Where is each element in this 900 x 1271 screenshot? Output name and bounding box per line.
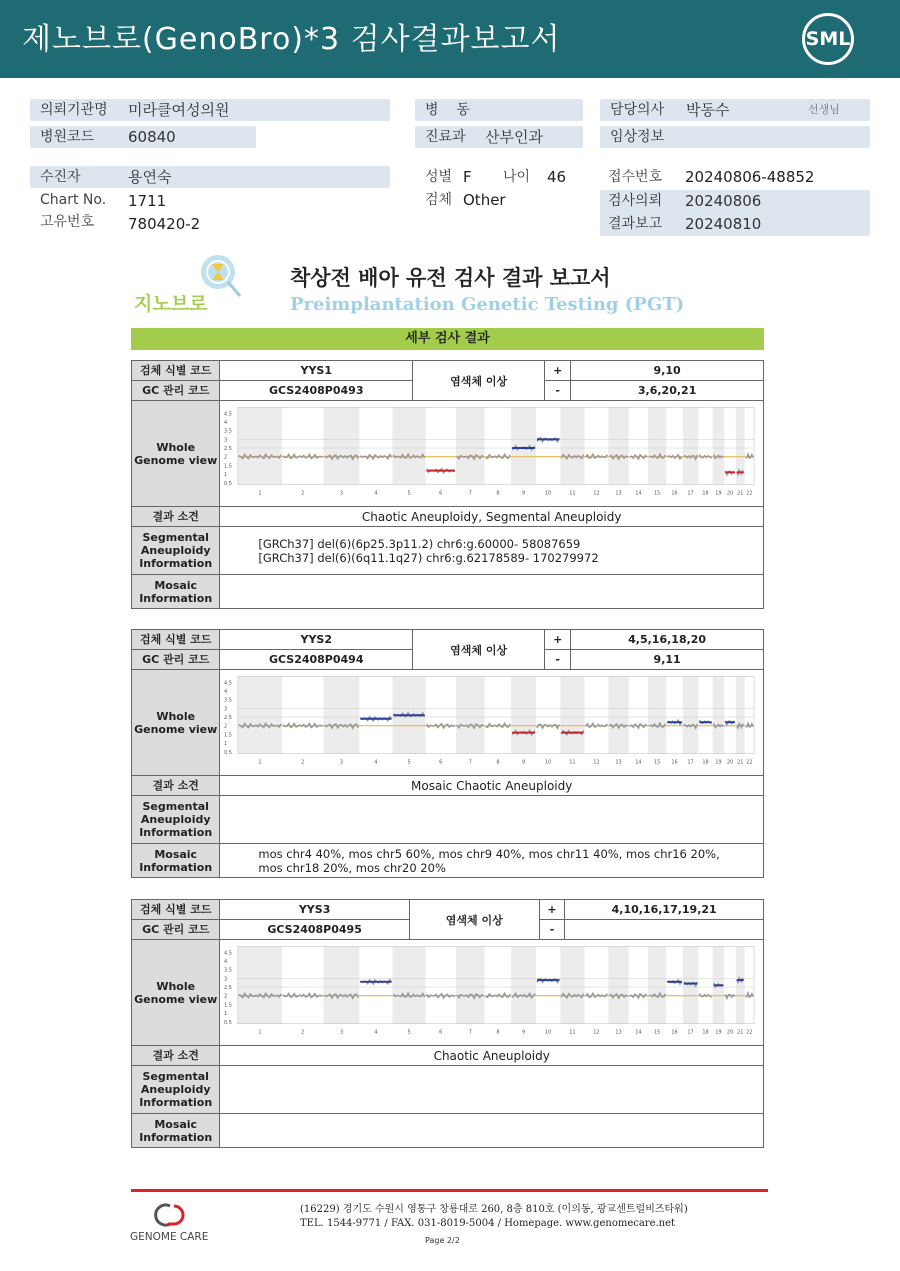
chr-band (648, 676, 666, 753)
x-tick-label: 1 (258, 490, 262, 497)
x-tick-label: 3 (339, 1029, 343, 1036)
copy-number-trace (283, 723, 322, 727)
x-tick-label: 11 (568, 759, 576, 766)
doctor-suffix: 선생님 (808, 103, 840, 116)
y-tick-label: 0.5 (223, 749, 232, 756)
x-tick-label: 8 (496, 1029, 500, 1036)
result-table-1 (131, 360, 764, 609)
loss-sign: - (545, 650, 571, 670)
result-table-2 (131, 629, 764, 878)
y-tick-label: 4.5 (223, 680, 232, 687)
genobro-logo (132, 252, 252, 317)
mosaic-label: Mosaic Information (132, 575, 220, 609)
request-value: 20240806 (685, 192, 762, 210)
header-bar (0, 0, 900, 78)
x-tick-label: 12 (592, 1029, 600, 1036)
x-tick-label: 4 (374, 1029, 378, 1036)
chr-band (648, 407, 666, 484)
chart-label: Chart No. (40, 192, 107, 208)
abnormality-label: 염색체 이상 (413, 361, 545, 401)
copy-number-trace (745, 723, 752, 727)
y-tick-label: 1 (223, 1011, 227, 1018)
x-tick-label: 19 (714, 759, 722, 766)
y-tick-label: 1.5 (223, 732, 232, 739)
ward-label: 병 동 (425, 102, 470, 118)
footer-address-line1: (16229) 경기도 수원시 영통구 창룡대로 260, 8층 810호 (이의동, 광교센트럴비즈타워) (300, 1204, 688, 1215)
dates-block (600, 190, 870, 236)
sample-code-label: 검체 식별 코드 (132, 361, 220, 381)
copy-number-trace (629, 994, 646, 998)
chr-band (712, 676, 724, 753)
age-label: 나이 (503, 169, 531, 185)
request-label: 검사의뢰 (608, 193, 663, 209)
name-label: 수진자 (40, 169, 81, 185)
chr-band (683, 676, 698, 753)
gc-code-label: GC 관리 코드 (132, 381, 220, 401)
chr-band (648, 946, 666, 1023)
segmental-info (220, 796, 764, 844)
genome-care-text: GENOME CARE (130, 1231, 209, 1243)
y-tick-label: 4.5 (223, 411, 232, 418)
clinical-label: 임상정보 (610, 129, 665, 145)
copy-number-trace (699, 994, 711, 998)
footer-divider (131, 1189, 768, 1192)
x-tick-label: 11 (568, 490, 576, 497)
copy-number-trace (667, 455, 682, 459)
loss-sign: - (539, 920, 565, 940)
x-tick-label: 1 (258, 759, 262, 766)
copy-number-trace (485, 723, 510, 727)
x-tick-label: 16 (671, 490, 678, 497)
x-tick-label: 6 (438, 759, 443, 766)
mosaic-info (220, 575, 764, 609)
y-tick-label: 4 (223, 688, 227, 695)
x-tick-label: 15 (653, 490, 661, 497)
chr-band (238, 676, 282, 753)
receipt-label: 접수번호 (608, 169, 663, 185)
x-tick-label: 18 (702, 1029, 709, 1036)
y-tick-label: 0.5 (223, 480, 232, 487)
chr-band (323, 407, 359, 484)
page-title: 제노브로(GenoBro)*3 검사결과보고서 (22, 22, 561, 57)
copy-number-chart (222, 403, 762, 501)
whole-genome-label: Whole Genome view (132, 401, 220, 507)
gain-sign: + (545, 361, 571, 381)
chr-band (683, 407, 698, 484)
mosaic-info: mos chr4 40%, mos chr5 60%, mos chr9 40%, mos chr11 40%, mos chr16 20%, mos chr18 20%, mos chr20 20% (220, 844, 764, 878)
finding-label: 결과 소견 (132, 1046, 220, 1066)
y-tick-label: 0.5 (223, 1019, 232, 1026)
whole-genome-plot (220, 670, 764, 776)
segmental-info (220, 1066, 764, 1114)
finding-value: Chaotic Aneuploidy (220, 1046, 764, 1066)
x-tick-label: 7 (468, 1029, 472, 1036)
name-value: 용연숙 (128, 168, 172, 186)
x-tick-label: 1 (258, 1029, 262, 1036)
sample-code-label: 검체 식별 코드 (132, 900, 220, 920)
sample-code-value: YYS1 (220, 361, 413, 381)
doctor-row (600, 99, 870, 121)
y-tick-label: 1 (223, 741, 227, 748)
sex-label: 성별 (425, 169, 453, 185)
hospital-code-label: 병원코드 (40, 129, 95, 145)
x-tick-label: 17 (687, 1029, 694, 1036)
chr-band (456, 407, 485, 484)
chr-band (608, 946, 628, 1023)
chr-band (608, 407, 628, 484)
copy-number-trace (745, 454, 752, 458)
y-tick-label: 3.5 (223, 967, 232, 974)
y-tick-label: 2.5 (223, 715, 232, 722)
id-label: 고유번호 (40, 214, 95, 230)
x-tick-label: 11 (568, 1029, 576, 1036)
copy-number-chart (222, 672, 762, 770)
y-tick-label: 3 (223, 706, 227, 713)
gain-sign: + (545, 630, 571, 650)
name-row (30, 166, 390, 188)
copy-number-trace (725, 994, 735, 998)
x-tick-label: 6 (438, 490, 443, 497)
chr-band (238, 407, 282, 484)
x-tick-label: 20 (726, 1029, 733, 1036)
plot-frame (238, 407, 754, 484)
gc-code-label: GC 관리 코드 (132, 920, 220, 940)
x-tick-label: 12 (592, 490, 600, 497)
whole-genome-label: Whole Genome view (132, 940, 220, 1046)
copy-number-chart (222, 942, 762, 1040)
gain-sign: + (539, 900, 565, 920)
receipt-value: 20240806-48852 (685, 168, 815, 186)
result-table-3 (131, 899, 764, 1148)
chart-value: 1711 (128, 192, 167, 210)
x-tick-label: 13 (615, 759, 622, 766)
y-tick-label: 4 (223, 419, 227, 426)
y-tick-label: 1 (223, 472, 227, 479)
chr-band (511, 946, 536, 1023)
y-tick-label: 2.5 (223, 985, 232, 992)
y-tick-label: 3.5 (223, 428, 232, 435)
chr-band (323, 946, 359, 1023)
sml-logo: SML (802, 13, 854, 65)
genome-care-logo (130, 1200, 220, 1244)
x-tick-label: 9 (521, 490, 525, 497)
dept-label: 진료과 (425, 129, 466, 145)
copy-number-trace (283, 993, 322, 997)
x-tick-label: 21 (736, 1029, 744, 1036)
y-tick-label: 3 (223, 437, 227, 444)
chr-band (560, 407, 584, 484)
sample-code-label: 검체 식별 코드 (132, 630, 220, 650)
mosaic-info (220, 1114, 764, 1148)
finding-value: Mosaic Chaotic Aneuploidy (220, 776, 764, 796)
chr-band (456, 676, 485, 753)
x-tick-label: 17 (687, 759, 694, 766)
x-tick-label: 2 (300, 1029, 305, 1036)
x-tick-label: 15 (653, 759, 661, 766)
mosaic-label: Mosaic Information (132, 1114, 220, 1148)
chr-band (560, 676, 584, 753)
y-tick-label: 4 (223, 958, 227, 965)
institution-label: 의뢰기관명 (40, 102, 108, 118)
chr-band (712, 407, 724, 484)
report-value: 20240810 (685, 215, 762, 233)
x-tick-label: 9 (521, 759, 525, 766)
x-tick-label: 14 (634, 490, 642, 497)
x-tick-label: 6 (438, 1029, 443, 1036)
hospital-code-value: 60840 (128, 128, 176, 146)
copy-number-trace (699, 455, 711, 459)
report-label: 결과보고 (608, 216, 663, 232)
copy-number-trace (537, 724, 559, 728)
x-tick-label: 13 (615, 1029, 622, 1036)
finding-value: Chaotic Aneuploidy, Segmental Aneuploidy (220, 507, 764, 527)
ward-row (415, 99, 583, 121)
x-tick-label: 5 (407, 490, 411, 497)
x-tick-label: 18 (702, 490, 709, 497)
chr-band (456, 946, 485, 1023)
y-tick-label: 4.5 (223, 950, 232, 957)
chr-band (392, 407, 425, 484)
y-tick-label: 2 (223, 723, 227, 730)
chr-band (736, 946, 745, 1023)
y-tick-label: 2.5 (223, 446, 232, 453)
gain-chromosomes: 4,5,16,18,20 (571, 630, 764, 650)
specimen-value: Other (463, 191, 506, 209)
y-tick-label: 1.5 (223, 1002, 232, 1009)
x-tick-label: 7 (468, 490, 472, 497)
x-tick-label: 14 (634, 759, 642, 766)
chr-band (323, 676, 359, 753)
segmental-line: [GRCh37] del(6)(6p25.3p11.2) chr6:g.60000- 58087659 (258, 536, 581, 551)
y-tick-label: 1.5 (223, 463, 232, 470)
chr-band (511, 676, 536, 753)
copy-number-trace (629, 455, 646, 459)
x-tick-label: 3 (339, 759, 343, 766)
gc-code-label: GC 관리 코드 (132, 650, 220, 670)
age-value: 46 (547, 168, 567, 186)
gain-chromosomes: 9,10 (571, 361, 764, 381)
y-tick-label: 3 (223, 976, 227, 983)
copy-number-trace (745, 993, 752, 997)
genobro-logo-text: 지노브로 (134, 293, 208, 315)
copy-number-trace (629, 724, 646, 728)
whole-genome-plot (220, 940, 764, 1046)
plot-frame (238, 676, 754, 753)
footer-address (300, 1203, 688, 1231)
copy-number-trace (485, 993, 510, 997)
y-tick-label: 3.5 (223, 697, 232, 704)
x-tick-label: 16 (671, 1029, 678, 1036)
gc-code-value: GCS2408P0494 (220, 650, 413, 670)
mosaic-label: Mosaic Information (132, 844, 220, 878)
x-tick-label: 22 (745, 490, 753, 497)
loss-chromosomes: 3,6,20,21 (571, 381, 764, 401)
x-tick-label: 20 (726, 759, 733, 766)
gc-code-value: GCS2408P0493 (220, 381, 413, 401)
chr-band (392, 946, 425, 1023)
institution-value: 미라클여성의원 (128, 101, 230, 119)
specimen-label: 검체 (425, 192, 453, 208)
hospital-code-row (30, 126, 256, 148)
x-tick-label: 17 (687, 490, 694, 497)
sample-code-value: YYS3 (220, 900, 409, 920)
copy-number-trace (360, 455, 391, 459)
sample-code-value: YYS2 (220, 630, 413, 650)
page-number: Page 2/2 (425, 1236, 460, 1245)
segmental-info (220, 527, 764, 575)
x-tick-label: 20 (726, 490, 733, 497)
x-tick-label: 12 (592, 759, 600, 766)
finding-label: 결과 소견 (132, 507, 220, 527)
x-tick-label: 4 (374, 759, 378, 766)
x-tick-label: 16 (671, 759, 678, 766)
x-tick-label: 4 (374, 490, 378, 497)
x-tick-label: 8 (496, 759, 500, 766)
loss-chromosomes (565, 920, 764, 940)
loss-sign: - (545, 381, 571, 401)
x-tick-label: 21 (736, 759, 744, 766)
copy-number-trace (283, 454, 322, 458)
loss-chromosomes: 9,11 (571, 650, 764, 670)
chr-band (608, 676, 628, 753)
x-tick-label: 19 (714, 1029, 722, 1036)
x-tick-label: 18 (702, 759, 709, 766)
sex-value: F (463, 168, 472, 186)
x-tick-label: 5 (407, 759, 411, 766)
gain-chromosomes: 4,10,16,17,19,21 (565, 900, 764, 920)
x-tick-label: 19 (714, 490, 722, 497)
report-title: 착상전 배아 유전 검사 결과 보고서 (290, 266, 611, 290)
segmental-label: Segmental Aneuploidy Information (132, 1066, 220, 1114)
y-tick-label: 2 (223, 993, 227, 1000)
x-tick-label: 8 (496, 490, 500, 497)
id-value: 780420-2 (128, 215, 201, 233)
segmental-label: Segmental Aneuploidy Information (132, 796, 220, 844)
clinical-row (600, 126, 870, 148)
x-tick-label: 22 (745, 759, 753, 766)
x-tick-label: 7 (468, 759, 472, 766)
segmental-label: Segmental Aneuploidy Information (132, 527, 220, 575)
x-tick-label: 2 (300, 759, 305, 766)
finding-label: 결과 소견 (132, 776, 220, 796)
whole-genome-plot (220, 401, 764, 507)
chr-band (560, 946, 584, 1023)
dept-row (415, 126, 583, 148)
footer-address-line2: TEL. 1544-9771 / FAX. 031-8019-5004 / Homepage. www.genomecare.net (300, 1218, 676, 1229)
x-tick-label: 21 (736, 490, 744, 497)
x-tick-label: 5 (407, 1029, 411, 1036)
x-tick-label: 10 (544, 759, 551, 766)
abnormality-label: 염색체 이상 (413, 630, 545, 670)
abnormality-label: 염색체 이상 (409, 900, 539, 940)
x-tick-label: 3 (339, 490, 343, 497)
x-tick-label: 10 (544, 1029, 551, 1036)
x-tick-label: 22 (745, 1029, 753, 1036)
chr-band (238, 946, 282, 1023)
x-tick-label: 13 (615, 490, 622, 497)
x-tick-label: 9 (521, 1029, 525, 1036)
x-tick-label: 10 (544, 490, 551, 497)
report-subtitle: Preimplantation Genetic Testing (PGT) (290, 294, 685, 315)
segmental-line: [GRCh37] del(6)(6q11.1q27) chr6:g.62178589- 170279972 (258, 550, 599, 565)
x-tick-label: 14 (634, 1029, 642, 1036)
copy-number-trace (485, 454, 510, 458)
y-tick-label: 2 (223, 454, 227, 461)
section-header: 세부 검사 결과 (131, 328, 764, 350)
dept-value: 산부인과 (485, 128, 543, 146)
whole-genome-label: Whole Genome view (132, 670, 220, 776)
doctor-value: 박동수 (686, 101, 730, 119)
gc-code-value: GCS2408P0495 (220, 920, 409, 940)
x-tick-label: 15 (653, 1029, 661, 1036)
plot-frame (238, 946, 754, 1023)
x-tick-label: 2 (300, 490, 305, 497)
chr-band (736, 676, 745, 753)
doctor-label: 담당의사 (610, 102, 665, 118)
institution-row (30, 99, 390, 121)
